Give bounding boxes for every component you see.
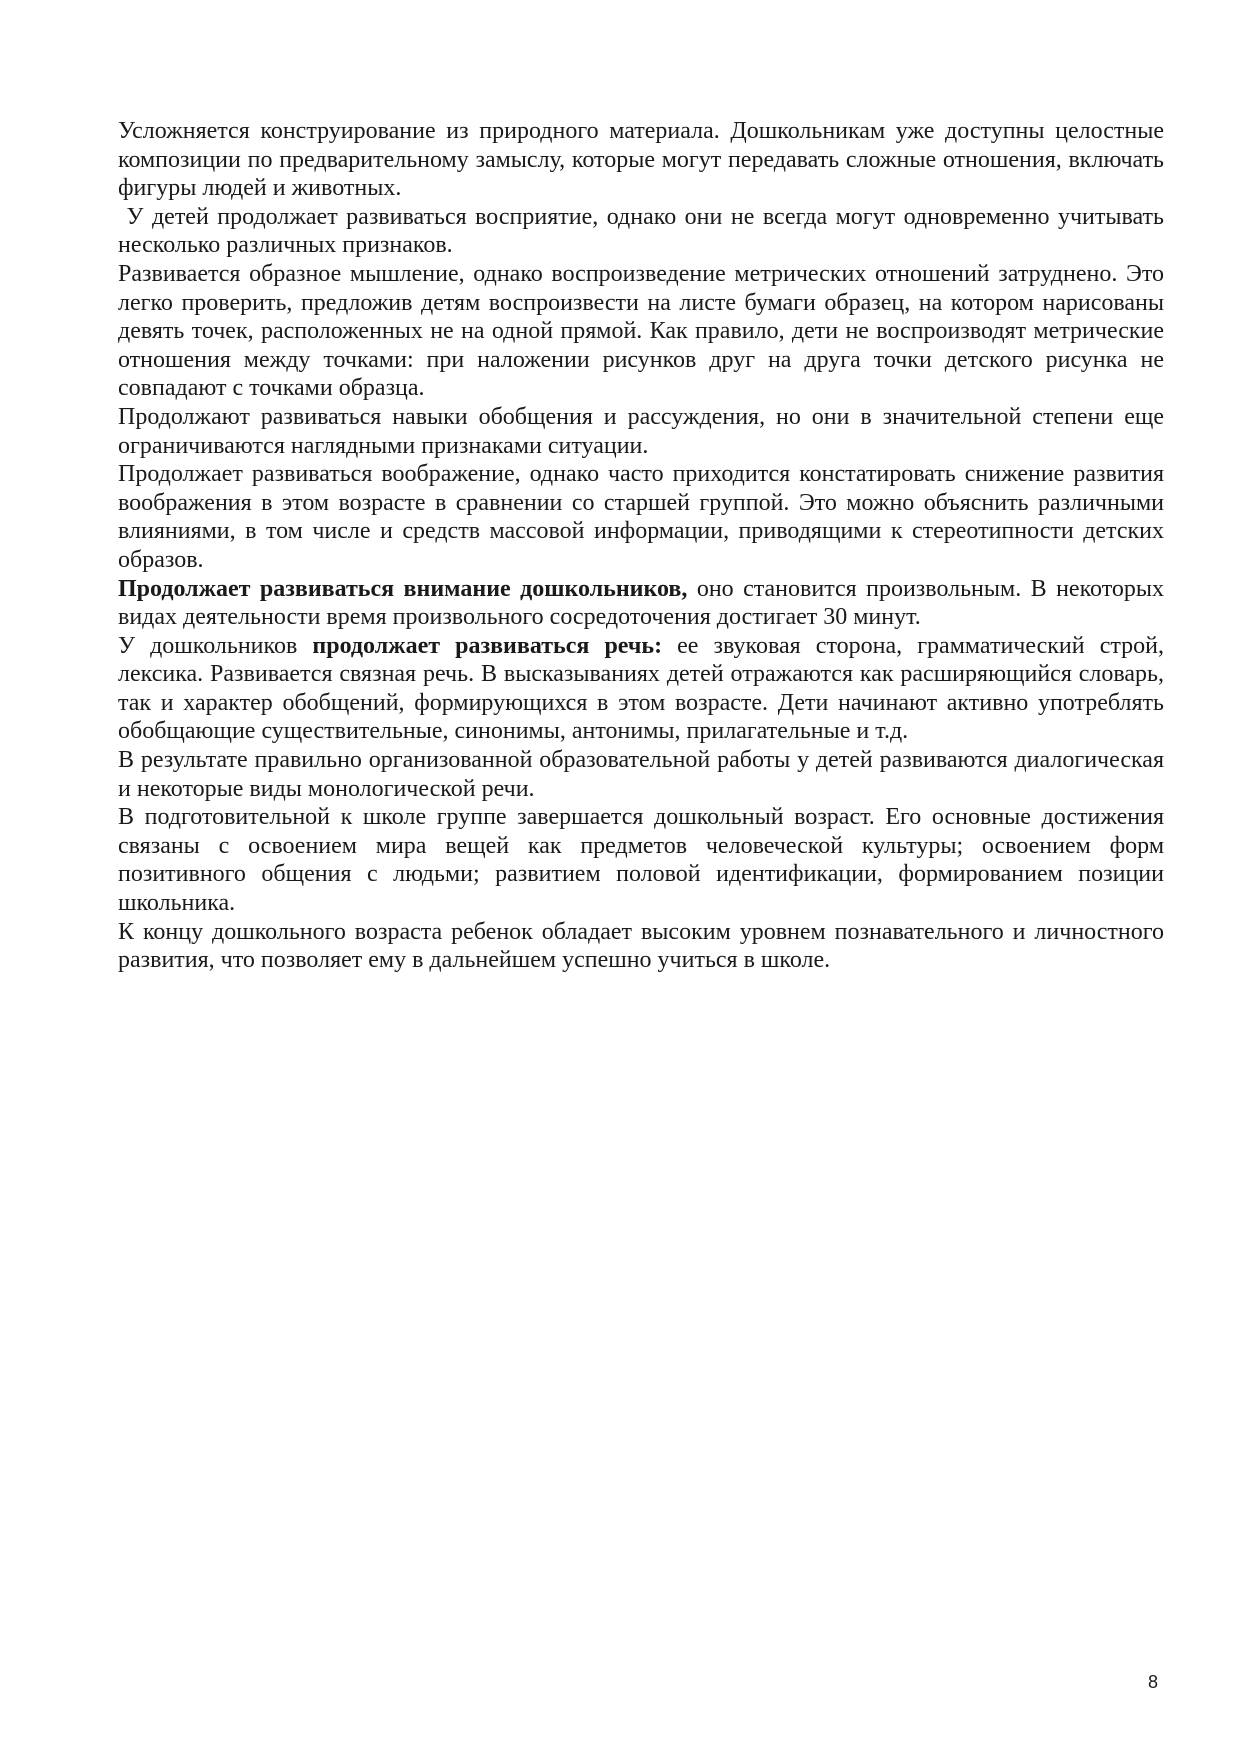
paragraph-imaginative-thinking: Развивается образное мышление, однако воспроизведение метрических отношений затруднено. Это легко проверить, предложив детям воспроизвести на листе бумаги образец, на котором нарисованы девять точек, расположенных не на одной прямой. Как правило, дети не воспроизводят метрические отношения между точками: при наложении рисунков друг на друга точки детского рисунка не совпадают с точками образца. bbox=[118, 260, 1164, 402]
paragraph-construction: Усложняется конструирование из природного материала. Дошкольникам уже доступны целостные композиции по предварительному замыслу, которые могут передавать сложные отношения, включать фигуры людей и животных. bbox=[118, 118, 1164, 202]
speech-text-before: У дошкольников bbox=[118, 632, 313, 659]
paragraph-perception: У детей продолжает развиваться восприятие, однако они не всегда могут одновременно учитывать несколько различных признаков. bbox=[118, 203, 1170, 259]
page-number: 8 bbox=[1148, 1672, 1159, 1692]
paragraph-dialogic-speech: В результате правильно организованной образовательной работы у детей развиваются диалогическая и некоторые виды монологической речи. bbox=[118, 747, 1164, 802]
paragraph-imagination: Продолжает развиваться воображение, однако часто приходится констатировать снижение развития воображения в этом возрасте в сравнении со старшей группой. Это можно объяснить различными влияниями, в том числе и средств массовой информации, приводящими к стереотипности детских образов. bbox=[118, 461, 1164, 573]
attention-bold-lead: Продолжает развиваться внимание дошкольников, bbox=[118, 575, 688, 602]
paragraph-attention bbox=[118, 575, 1164, 632]
paragraph-speech bbox=[118, 632, 1164, 746]
paragraph-end-of-preschool: К концу дошкольного возраста ребенок обладает высоким уровнем познавательного и личностного развития, что позволяет ему в дальнейшем успешно учиться в школе. bbox=[118, 918, 1164, 974]
page-body-text bbox=[118, 117, 1170, 975]
paragraph-preparatory-group: В подготовительной к школе группе завершается дошкольный возраст. Его основные достижения связаны с освоением мира вещей как предметов человеческой культуры; освоением форм позитивного общения с людьми; развитием половой идентификации, формированием позиции школьника. bbox=[118, 804, 1164, 917]
speech-bold-phrase: продолжает развиваться речь: bbox=[312, 632, 663, 659]
paragraph-generalization: Продолжают развиваться навыки обобщения и рассуждения, но они в значительной степени еще ограничиваются наглядными признаками ситуации. bbox=[118, 403, 1164, 459]
attention-text: оно становится произвольным. В некоторых видах деятельности время произвольного сосредоточения достигает 30 минут. bbox=[118, 575, 1164, 631]
speech-text: ее звуковая сторона, грамматический строй, лексика. Развивается связная речь. В высказываниях детей отражаются как расширяющийся словарь, так и характер обобщений, формирующихся в этом возрасте. Дети начинают активно употреблять обобщающие существительные, синонимы, антонимы, прилагательные и т.д. bbox=[118, 632, 1164, 745]
